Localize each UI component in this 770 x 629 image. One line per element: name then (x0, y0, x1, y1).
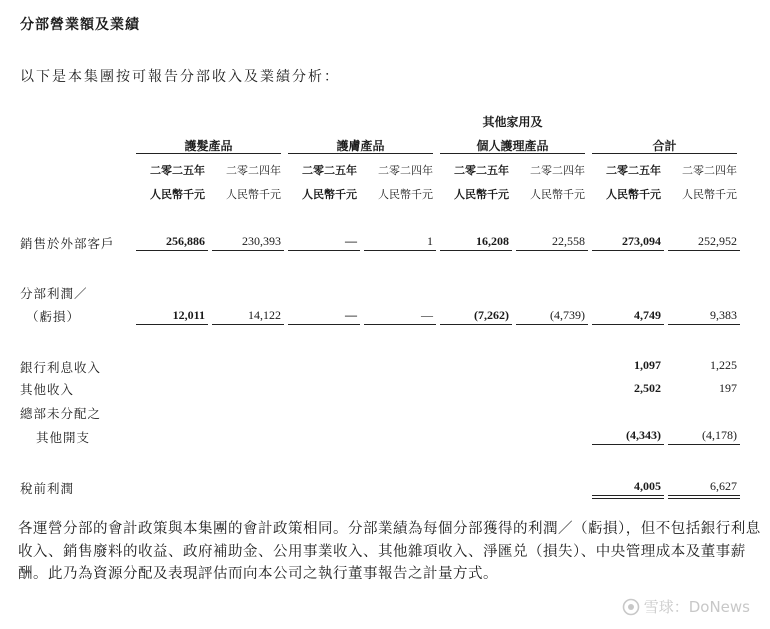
underline (516, 250, 588, 251)
underline (288, 324, 360, 325)
cell-profit-hair-2024: 14,122 (248, 308, 281, 322)
unit-2025-others: 人民幣千元 (454, 188, 509, 201)
cell-interest-2025: 1,097 (634, 358, 661, 372)
underline (668, 324, 740, 325)
cell-profit-others-2025: (7,262) (474, 308, 509, 322)
unit-2024-hair: 人民幣千元 (226, 188, 281, 201)
year-2025-hair: 二零二五年 (150, 164, 205, 177)
cell-profit-others-2024: (4,739) (550, 308, 585, 322)
header-rule-others (440, 153, 585, 154)
cell-unallocated-2024: (4,178) (702, 428, 737, 442)
unit-2025-skin: 人民幣千元 (302, 188, 357, 201)
col-header-skin-care: 護膚產品 (336, 139, 385, 153)
unit-2024-others: 人民幣千元 (530, 188, 585, 201)
year-2024-hair: 二零二四年 (226, 164, 281, 177)
unit-2025-hair: 人民幣千元 (150, 188, 205, 201)
underline (440, 324, 512, 325)
year-2025-total: 二零二五年 (606, 164, 661, 177)
underline (668, 250, 740, 251)
underline (592, 250, 664, 251)
intro-text: 以下是本集團按可報告分部收入及業績分析： (20, 69, 340, 85)
year-2024-others: 二零二四年 (530, 164, 585, 177)
cell-sales-hair-2025: 256,886 (166, 234, 205, 248)
unit-2025-total: 人民幣千元 (606, 188, 661, 201)
cell-other-income-2024: 197 (719, 381, 737, 395)
underline (212, 250, 284, 251)
watermark (622, 596, 750, 617)
cell-profit-hair-2025: 12,011 (172, 308, 205, 322)
col-header-others-line2: 個人護理產品 (476, 139, 549, 153)
row-label-profit-before-tax: 稅前利潤 (20, 481, 75, 496)
underline (288, 250, 360, 251)
col-header-total: 合計 (652, 139, 677, 153)
year-2025-others: 二零二五年 (454, 164, 509, 177)
cell-profit-skin-2024: — (421, 308, 433, 322)
underline (212, 324, 284, 325)
cell-sales-total-2024: 252,952 (698, 234, 737, 248)
underline (364, 250, 436, 251)
policy-paragraph: 各運營分部的會計政策與本集團的會計政策相同。分部業績為每個分部獲得的利潤／（虧損），但不包括銀行利息收入、銷售廢料的收益、政府補助金、公用事業收入、其他雜項收入、淨匯兑（損失）、中央管理成本及董事薪酬。此乃為資源分配及表現評估而向本公司之執行董事報告之計量方式。 (18, 521, 761, 582)
cell-sales-hair-2024: 230,393 (242, 234, 281, 248)
watermark-text: 雪球：DoNews (643, 598, 750, 616)
underline (136, 324, 208, 325)
row-label-unallocated-1: 總部未分配之 (20, 406, 102, 421)
header-rule-skin-care (288, 153, 433, 154)
double-underline (668, 495, 740, 499)
underline (516, 324, 588, 325)
unit-2024-total: 人民幣千元 (682, 188, 737, 201)
cell-profit-total-2024: 9,383 (710, 308, 737, 322)
cell-sales-others-2024: 22,558 (552, 234, 585, 248)
underline (440, 250, 512, 251)
cell-profit-skin-2025: — (345, 308, 357, 322)
unit-2024-skin: 人民幣千元 (378, 188, 433, 201)
section-title: 分部營業額及業績 (20, 17, 140, 33)
row-label-unallocated-2: 其他開支 (36, 430, 91, 445)
header-rule-hair-care (136, 153, 281, 154)
row-label-bank-interest: 銀行利息收入 (20, 360, 102, 375)
cell-interest-2024: 1,225 (710, 358, 737, 372)
cell-unallocated-2025: (4,343) (626, 428, 661, 442)
year-2025-skin: 二零二五年 (302, 164, 357, 177)
header-rule-total (592, 153, 737, 154)
cell-pbt-2025: 4,005 (634, 479, 661, 493)
cell-sales-skin-2025: — (345, 234, 357, 248)
row-label-segment-profit-1: 分部利潤／ (20, 286, 88, 301)
row-label-segment-profit-2: （虧損） (26, 309, 81, 324)
col-header-others-line1: 其他家用及 (482, 115, 543, 129)
underline (592, 444, 664, 445)
cell-sales-skin-2024: 1 (427, 234, 433, 248)
underline (364, 324, 436, 325)
cell-sales-total-2025: 273,094 (622, 234, 661, 248)
double-underline (592, 495, 664, 499)
year-2024-skin: 二零二四年 (378, 164, 433, 177)
cell-pbt-2024: 6,627 (710, 479, 737, 493)
snowball-logo-icon (622, 598, 640, 616)
underline (668, 444, 740, 445)
year-2024-total: 二零二四年 (682, 164, 737, 177)
row-label-other-income: 其他收入 (20, 382, 75, 397)
col-header-hair-care: 護髮產品 (184, 139, 233, 153)
cell-profit-total-2025: 4,749 (634, 308, 661, 322)
row-label-external-sales: 銷售於外部客戶 (20, 236, 115, 251)
underline (592, 324, 664, 325)
underline (136, 250, 208, 251)
cell-sales-others-2025: 16,208 (476, 234, 509, 248)
cell-other-income-2025: 2,502 (634, 381, 661, 395)
